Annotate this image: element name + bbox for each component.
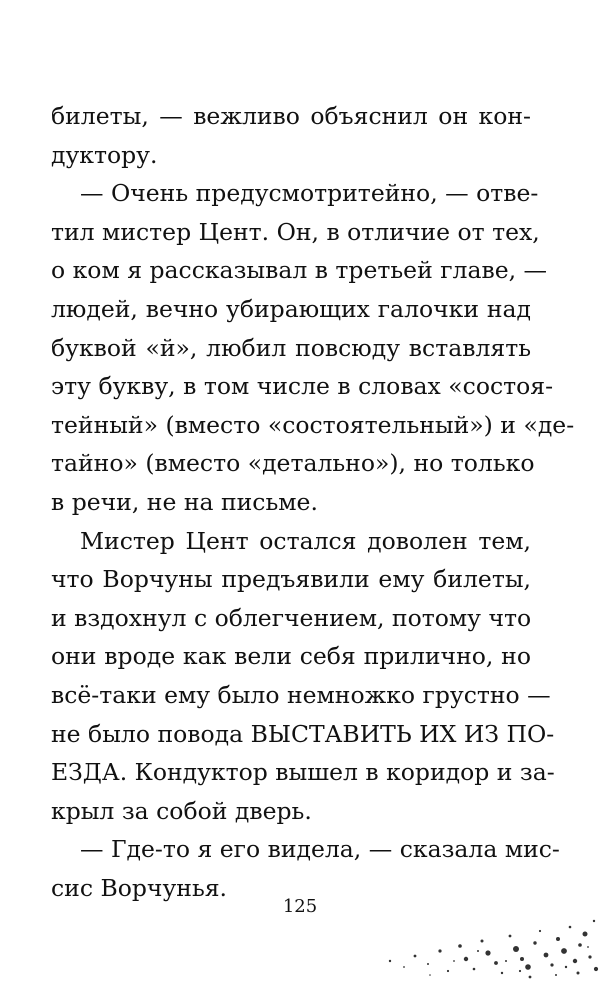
text-line: — Очень предусмотритейно, — отве- (80, 179, 539, 208)
text-line: всё-таки ему было немножко грустно — (51, 680, 551, 709)
page-number: 125 (282, 896, 318, 917)
text-line: — Где-то я его видела, — сказала мис- (80, 835, 560, 864)
text-line: что Ворчуны предъявили ему билеты, (51, 565, 531, 594)
text-line: они вроде как вели себя прилично, но (51, 642, 531, 671)
text-line: крыл за собой дверь. (51, 796, 312, 825)
body-text (51, 97, 575, 907)
text-line: эту букву, в том числе в словах «состоя- (51, 372, 554, 401)
text-line: в речи, не на письме. (51, 487, 318, 516)
text-line: о ком я рассказывал в третьей главе, — (51, 256, 548, 285)
decorative-speckle (370, 901, 600, 981)
text-line: тейный» (вместо «состоятельный») и «де- (51, 410, 575, 439)
text-line: не было повода ВЫСТАВИТЬ ИХ ИЗ ПО- (51, 719, 555, 748)
text-line: буквой «й», любил повсюду вставлять (51, 333, 531, 362)
text-line: дуктору. (51, 140, 158, 169)
text-line: ЕЗДА. Кондуктор вышел в коридор и за- (51, 758, 555, 787)
text-line: тайно» (вместо «детально»), но только (51, 449, 535, 478)
text-line: Мистер Цент остался доволен тем, (80, 526, 531, 555)
text-line: людей, вечно убирающих галочки над (51, 294, 531, 323)
text-line: тил мистер Цент. Он, в отличие от тех, (51, 217, 540, 246)
text-line: сис Ворчунья. (51, 873, 228, 902)
text-line: билеты, — вежливо объяснил он кон- (51, 102, 531, 130)
text-line: и вздохнул с облегчением, потому что (51, 603, 532, 632)
